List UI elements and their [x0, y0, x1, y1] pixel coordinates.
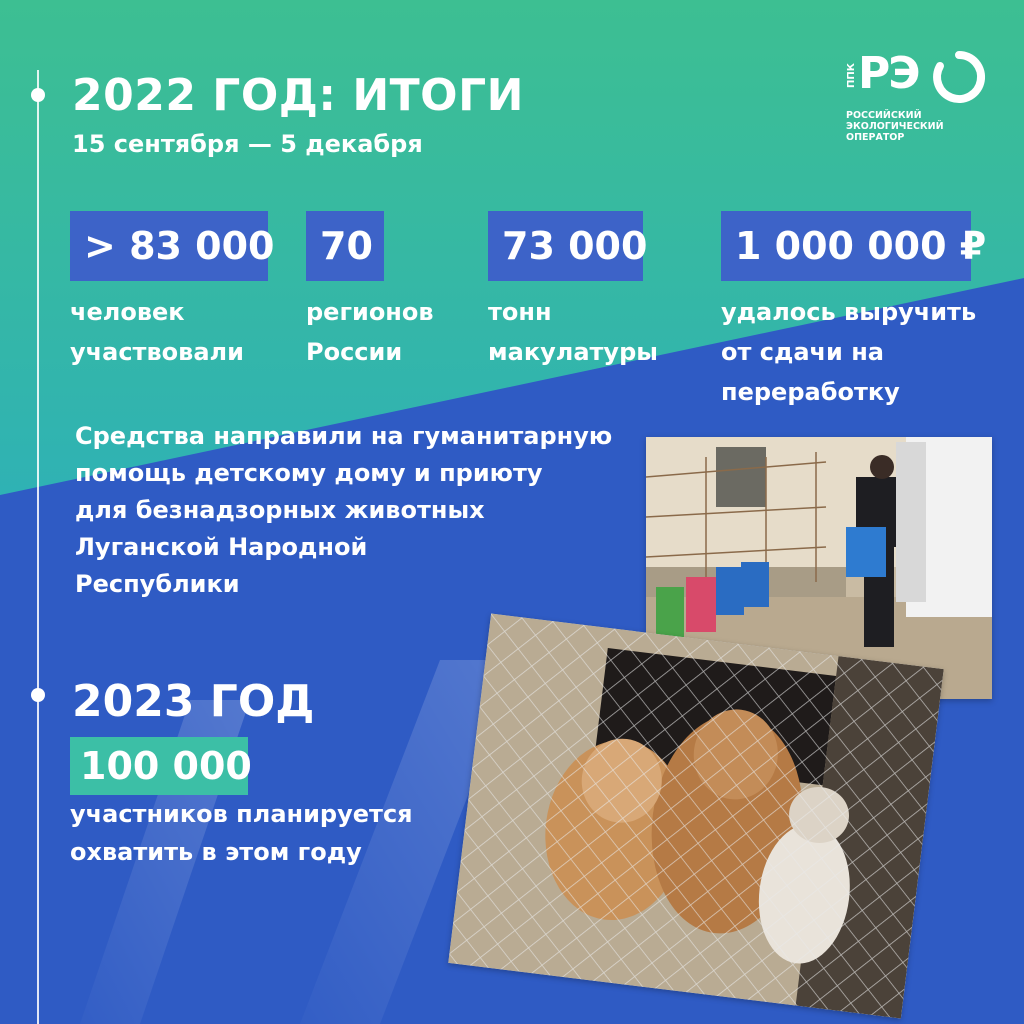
stat-label-line: тонн: [488, 298, 552, 326]
logo-mark: РЭ: [858, 48, 919, 99]
aid-description-line: Средства направили на гуманитарную: [75, 422, 613, 450]
aid-description: [75, 418, 635, 603]
shelter-dogs-behind-fence-photo: [448, 614, 943, 1019]
stat-label-line: удалось выручить: [721, 298, 977, 326]
aid-description-line: для безнадзорных животных: [75, 496, 485, 524]
logo-ring-icon: [932, 50, 986, 104]
stat-tons-value: 73 000: [488, 211, 643, 281]
stat-revenue-label: [721, 292, 976, 412]
reo-logo: [846, 44, 996, 144]
timeline-line: [37, 70, 39, 1024]
stat-revenue-value: 1 000 000 ₽: [721, 211, 971, 281]
logo-caption-line: ОПЕРАТОР: [846, 132, 905, 143]
plan-label-line: охватить в этом году: [70, 838, 362, 866]
timeline-dot-2023: [31, 688, 45, 702]
aid-description-line: помощь детскому дому и приюту: [75, 459, 543, 487]
date-range: 15 сентября — 5 декабря: [72, 130, 423, 158]
stat-regions-label: [306, 292, 434, 372]
stat-label-line: России: [306, 338, 403, 366]
aid-description-line: Луганской Народной: [75, 533, 368, 561]
stat-label-line: макулатуры: [488, 338, 658, 366]
stat-label-line: человек: [70, 298, 185, 326]
plan-label-line: участников планируется: [70, 800, 413, 828]
stat-label-line: переработку: [721, 378, 900, 406]
stat-participants-label: [70, 292, 244, 372]
plan-participants-value: 100 000: [70, 737, 248, 795]
stat-label-line: от сдачи на: [721, 338, 884, 366]
timeline-dot-2022: [31, 88, 45, 102]
page-title: 2022 ГОД: ИТОГИ: [72, 70, 524, 121]
stat-participants-value: > 83 000: [70, 211, 268, 281]
plan-participants-label: [70, 795, 413, 871]
stat-regions-value: 70: [306, 211, 384, 281]
stat-tons-label: [488, 292, 658, 372]
stat-label-line: регионов: [306, 298, 434, 326]
year-2023-heading: 2023 ГОД: [72, 676, 315, 727]
logo-caption-line: ЭКОЛОГИЧЕСКИЙ: [846, 121, 944, 132]
aid-description-line: Республики: [75, 570, 240, 598]
logo-caption-line: РОССИЙСКИЙ: [846, 110, 922, 121]
logo-caption: [846, 110, 944, 143]
logo-prefix: ППК: [846, 63, 857, 88]
dogs-photo-drawing: [448, 614, 943, 1019]
stat-label-line: участвовали: [70, 338, 244, 366]
